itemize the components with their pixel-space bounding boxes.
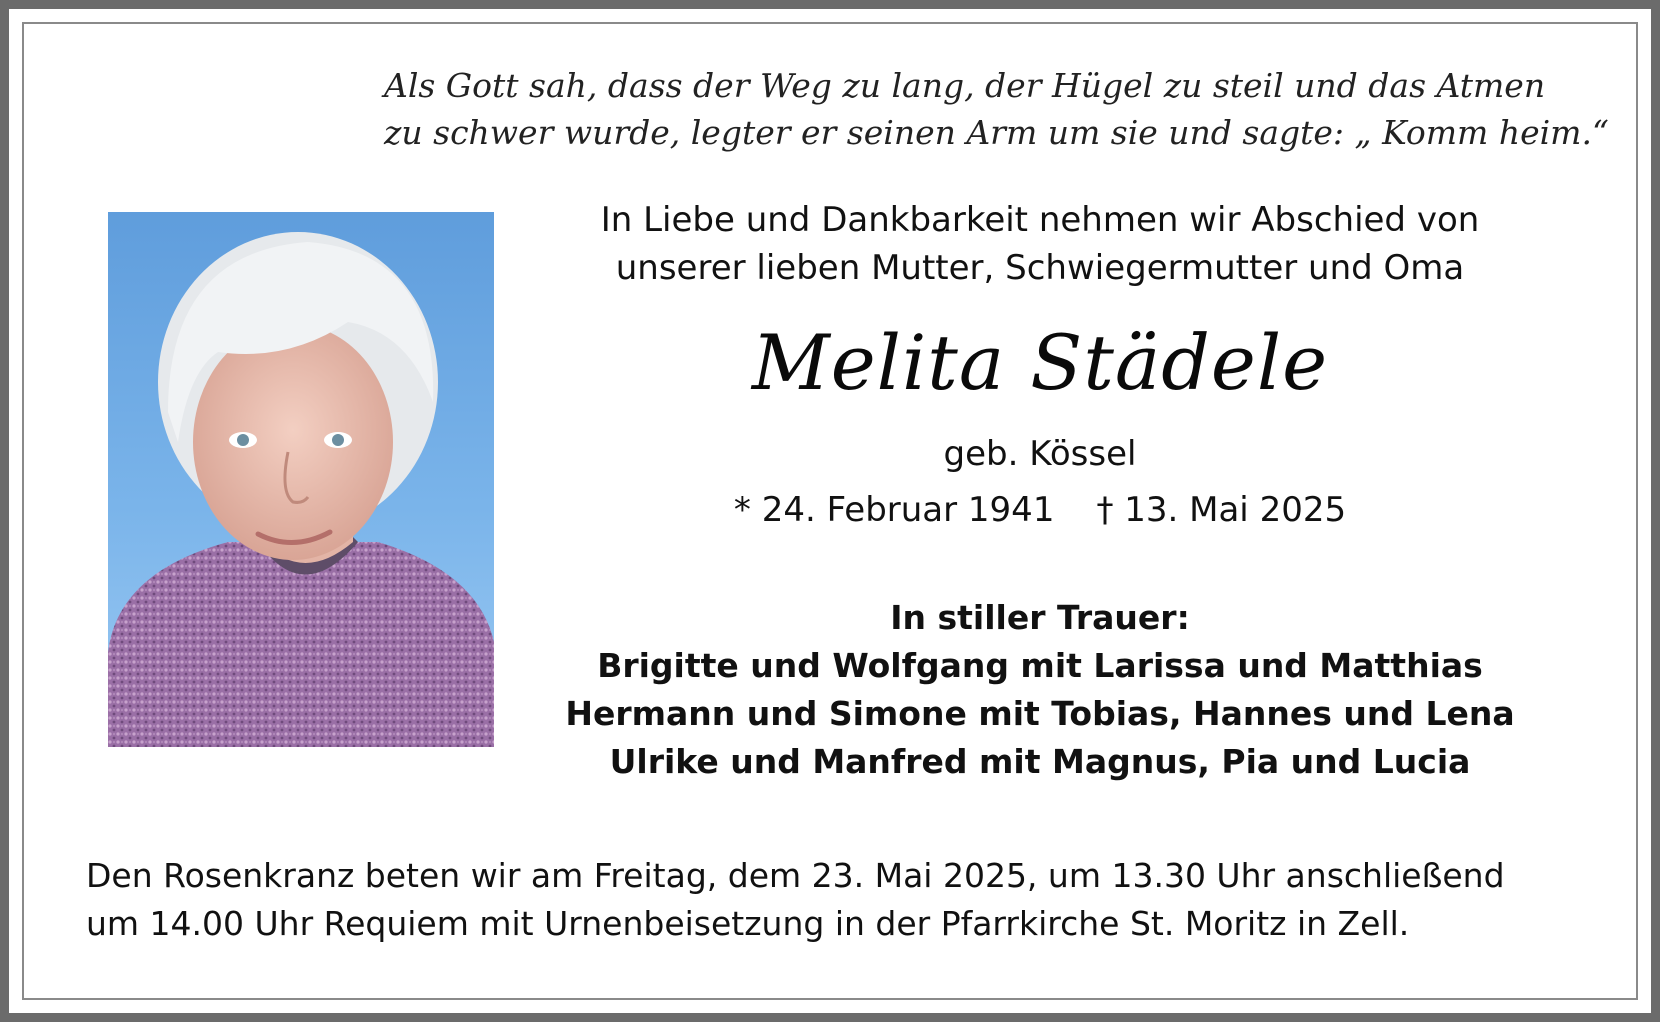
intro-line-1: In Liebe und Dankbarkeit nehmen wir Abschied von [600, 200, 1480, 240]
opening-quote [384, 62, 1609, 156]
portrait-photo [108, 212, 494, 747]
birth-date: * 24. Februar 1941 [733, 490, 1055, 530]
death-date: † 13. Mai 2025 [1096, 490, 1347, 530]
mourners-block [510, 594, 1570, 786]
quote-line-1: Als Gott sah, dass der Weg zu lang, der Hügel zu steil und das Atmen [384, 66, 1546, 105]
life-dates [510, 488, 1570, 532]
service-line-2: um 14.00 Uhr Requiem mit Urnenbeisetzung in der Pfarrkirche St. Moritz in Zell. [86, 904, 1410, 943]
mourners-heading: In stiller Trauer: [890, 598, 1190, 637]
intro-line-2: unserer lieben Mutter, Schwiegermutter und Oma [615, 248, 1465, 288]
mourner-family: Hermann und Simone mit Tobias, Hannes und Lena [565, 694, 1515, 733]
mourner-family: Brigitte und Wolfgang mit Larissa und Matthias [597, 646, 1483, 685]
quote-line-2: zu schwer wurde, legter er seinen Arm um sie und sagte: „ Komm heim.“ [384, 113, 1609, 152]
deceased-name: Melita Städele [751, 318, 1329, 407]
service-info [86, 852, 1606, 948]
maiden-name: geb. Kössel [943, 434, 1137, 474]
portrait-illustration [108, 212, 494, 747]
intro-text [510, 196, 1570, 292]
mourner-family: Ulrike und Manfred mit Magnus, Pia und Lucia [609, 742, 1471, 781]
service-line-1: Den Rosenkranz beten wir am Freitag, dem 23. Mai 2025, um 13.30 Uhr anschließend [86, 856, 1505, 895]
